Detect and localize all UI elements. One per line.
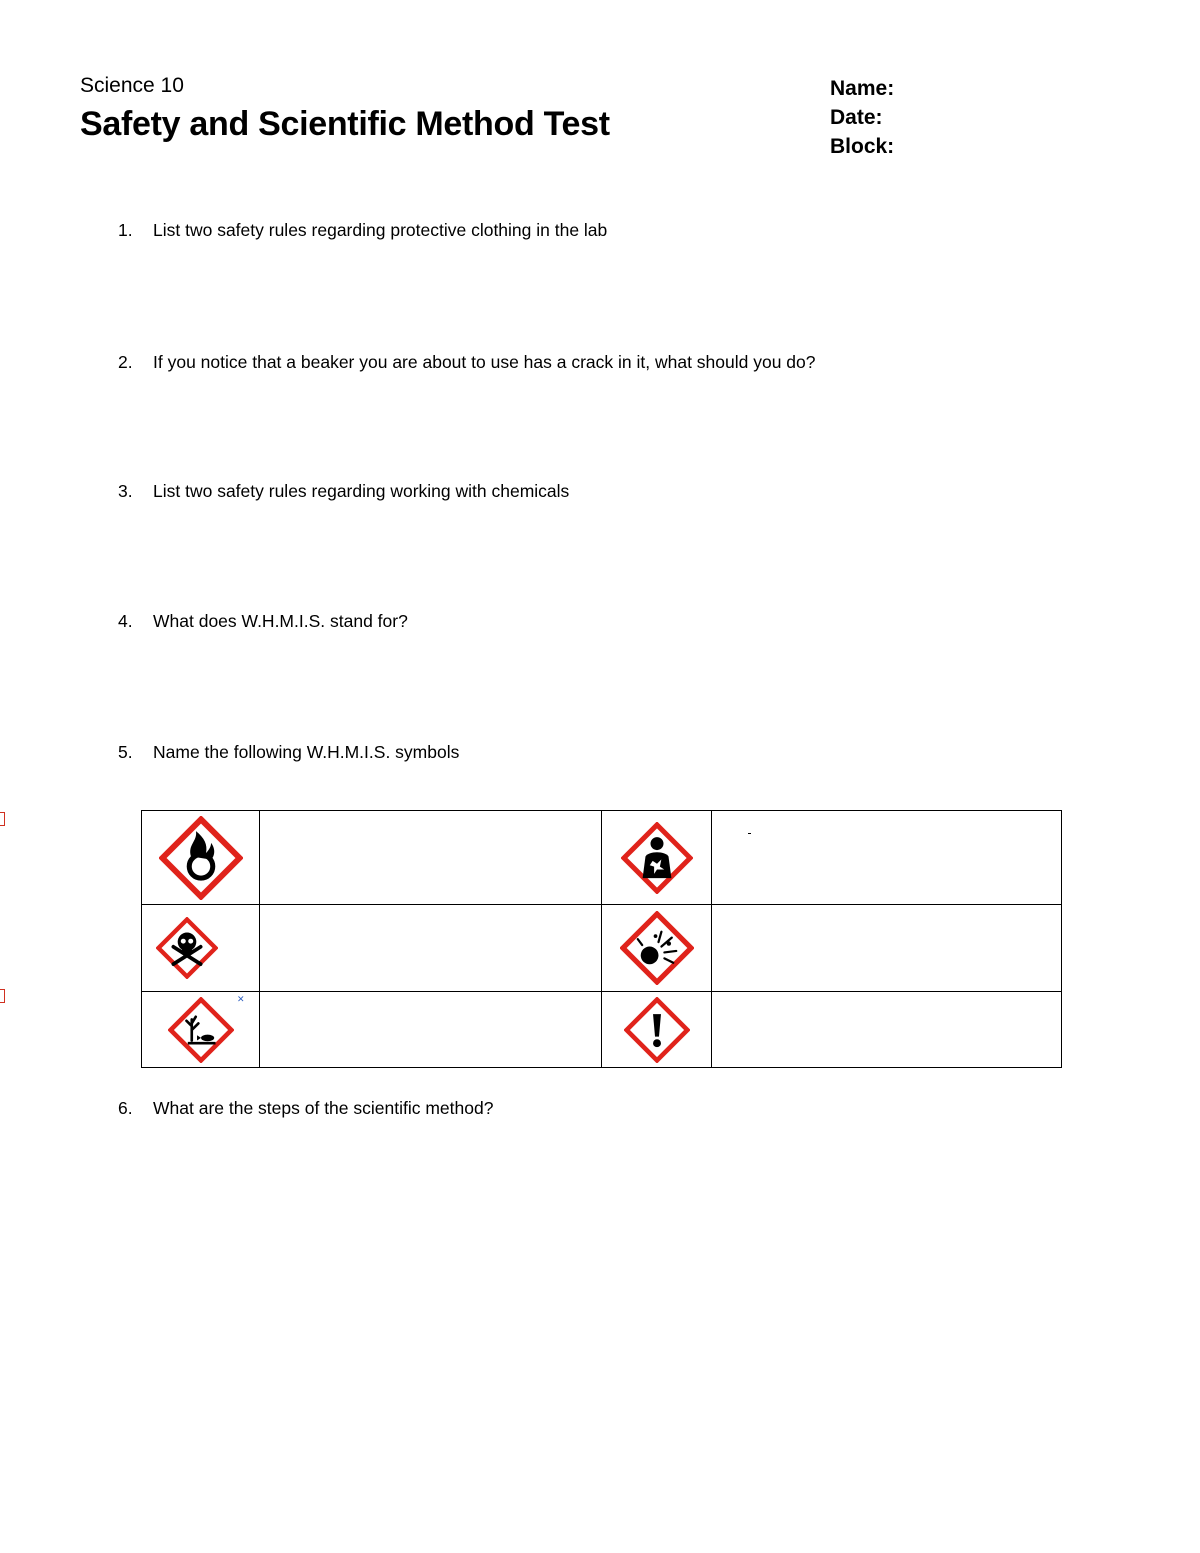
table-row [142, 811, 1062, 905]
table-row [142, 992, 1062, 1068]
question-text: What does W.H.M.I.S. stand for? [153, 611, 408, 631]
answer-cell[interactable] [712, 992, 1062, 1068]
block-label: Block: [830, 135, 895, 158]
health-hazard-icon [621, 822, 693, 894]
close-icon: ✕ [237, 994, 245, 1004]
environment-icon [168, 997, 234, 1063]
symbol-cell [602, 992, 712, 1068]
question-6 [118, 1098, 493, 1119]
answer-cell[interactable] [260, 811, 602, 905]
margin-mark [0, 812, 5, 826]
symbol-cell [602, 811, 712, 905]
skull-crossbones-icon [156, 917, 218, 979]
question-2 [118, 352, 816, 373]
question-1 [118, 220, 607, 241]
student-info [830, 74, 894, 161]
symbol-cell [142, 992, 260, 1068]
whmis-symbols-table [141, 810, 1062, 1068]
answer-cell[interactable] [260, 905, 602, 992]
exclamation-mark-icon [624, 997, 690, 1063]
answer-cell[interactable] [712, 905, 1062, 992]
symbol-cell [602, 905, 712, 992]
question-text: If you notice that a beaker you are about to use has a crack in it, what should you do? [153, 352, 816, 372]
table-row [142, 905, 1062, 992]
flame-over-circle-icon [159, 816, 243, 900]
date-label: Date: [830, 106, 883, 129]
question-text: What are the steps of the scientific method? [153, 1098, 494, 1118]
stray-mark [748, 833, 751, 834]
page-title: Safety and Scientific Method Test [80, 105, 610, 143]
symbol-cell [142, 811, 260, 905]
question-text: Name the following W.H.M.I.S. symbols [153, 742, 460, 762]
question-text: List two safety rules regarding working with chemicals [153, 481, 570, 501]
question-3 [118, 481, 569, 502]
answer-cell[interactable] [260, 992, 602, 1068]
question-5 [118, 742, 459, 763]
exploding-bomb-icon [620, 911, 694, 985]
name-label: Name: [830, 77, 895, 100]
question-number: 1. [118, 220, 133, 240]
question-number: 4. [118, 611, 133, 631]
question-number: 6. [118, 1098, 133, 1118]
question-number: 2. [118, 352, 133, 372]
margin-mark [0, 989, 5, 1003]
answer-cell[interactable] [712, 811, 1062, 905]
symbol-cell [142, 905, 260, 992]
course-label: Science 10 [80, 74, 184, 97]
question-text: List two safety rules regarding protective clothing in the lab [153, 220, 608, 240]
question-number: 3. [118, 481, 133, 501]
question-number: 5. [118, 742, 133, 762]
question-4 [118, 611, 408, 632]
